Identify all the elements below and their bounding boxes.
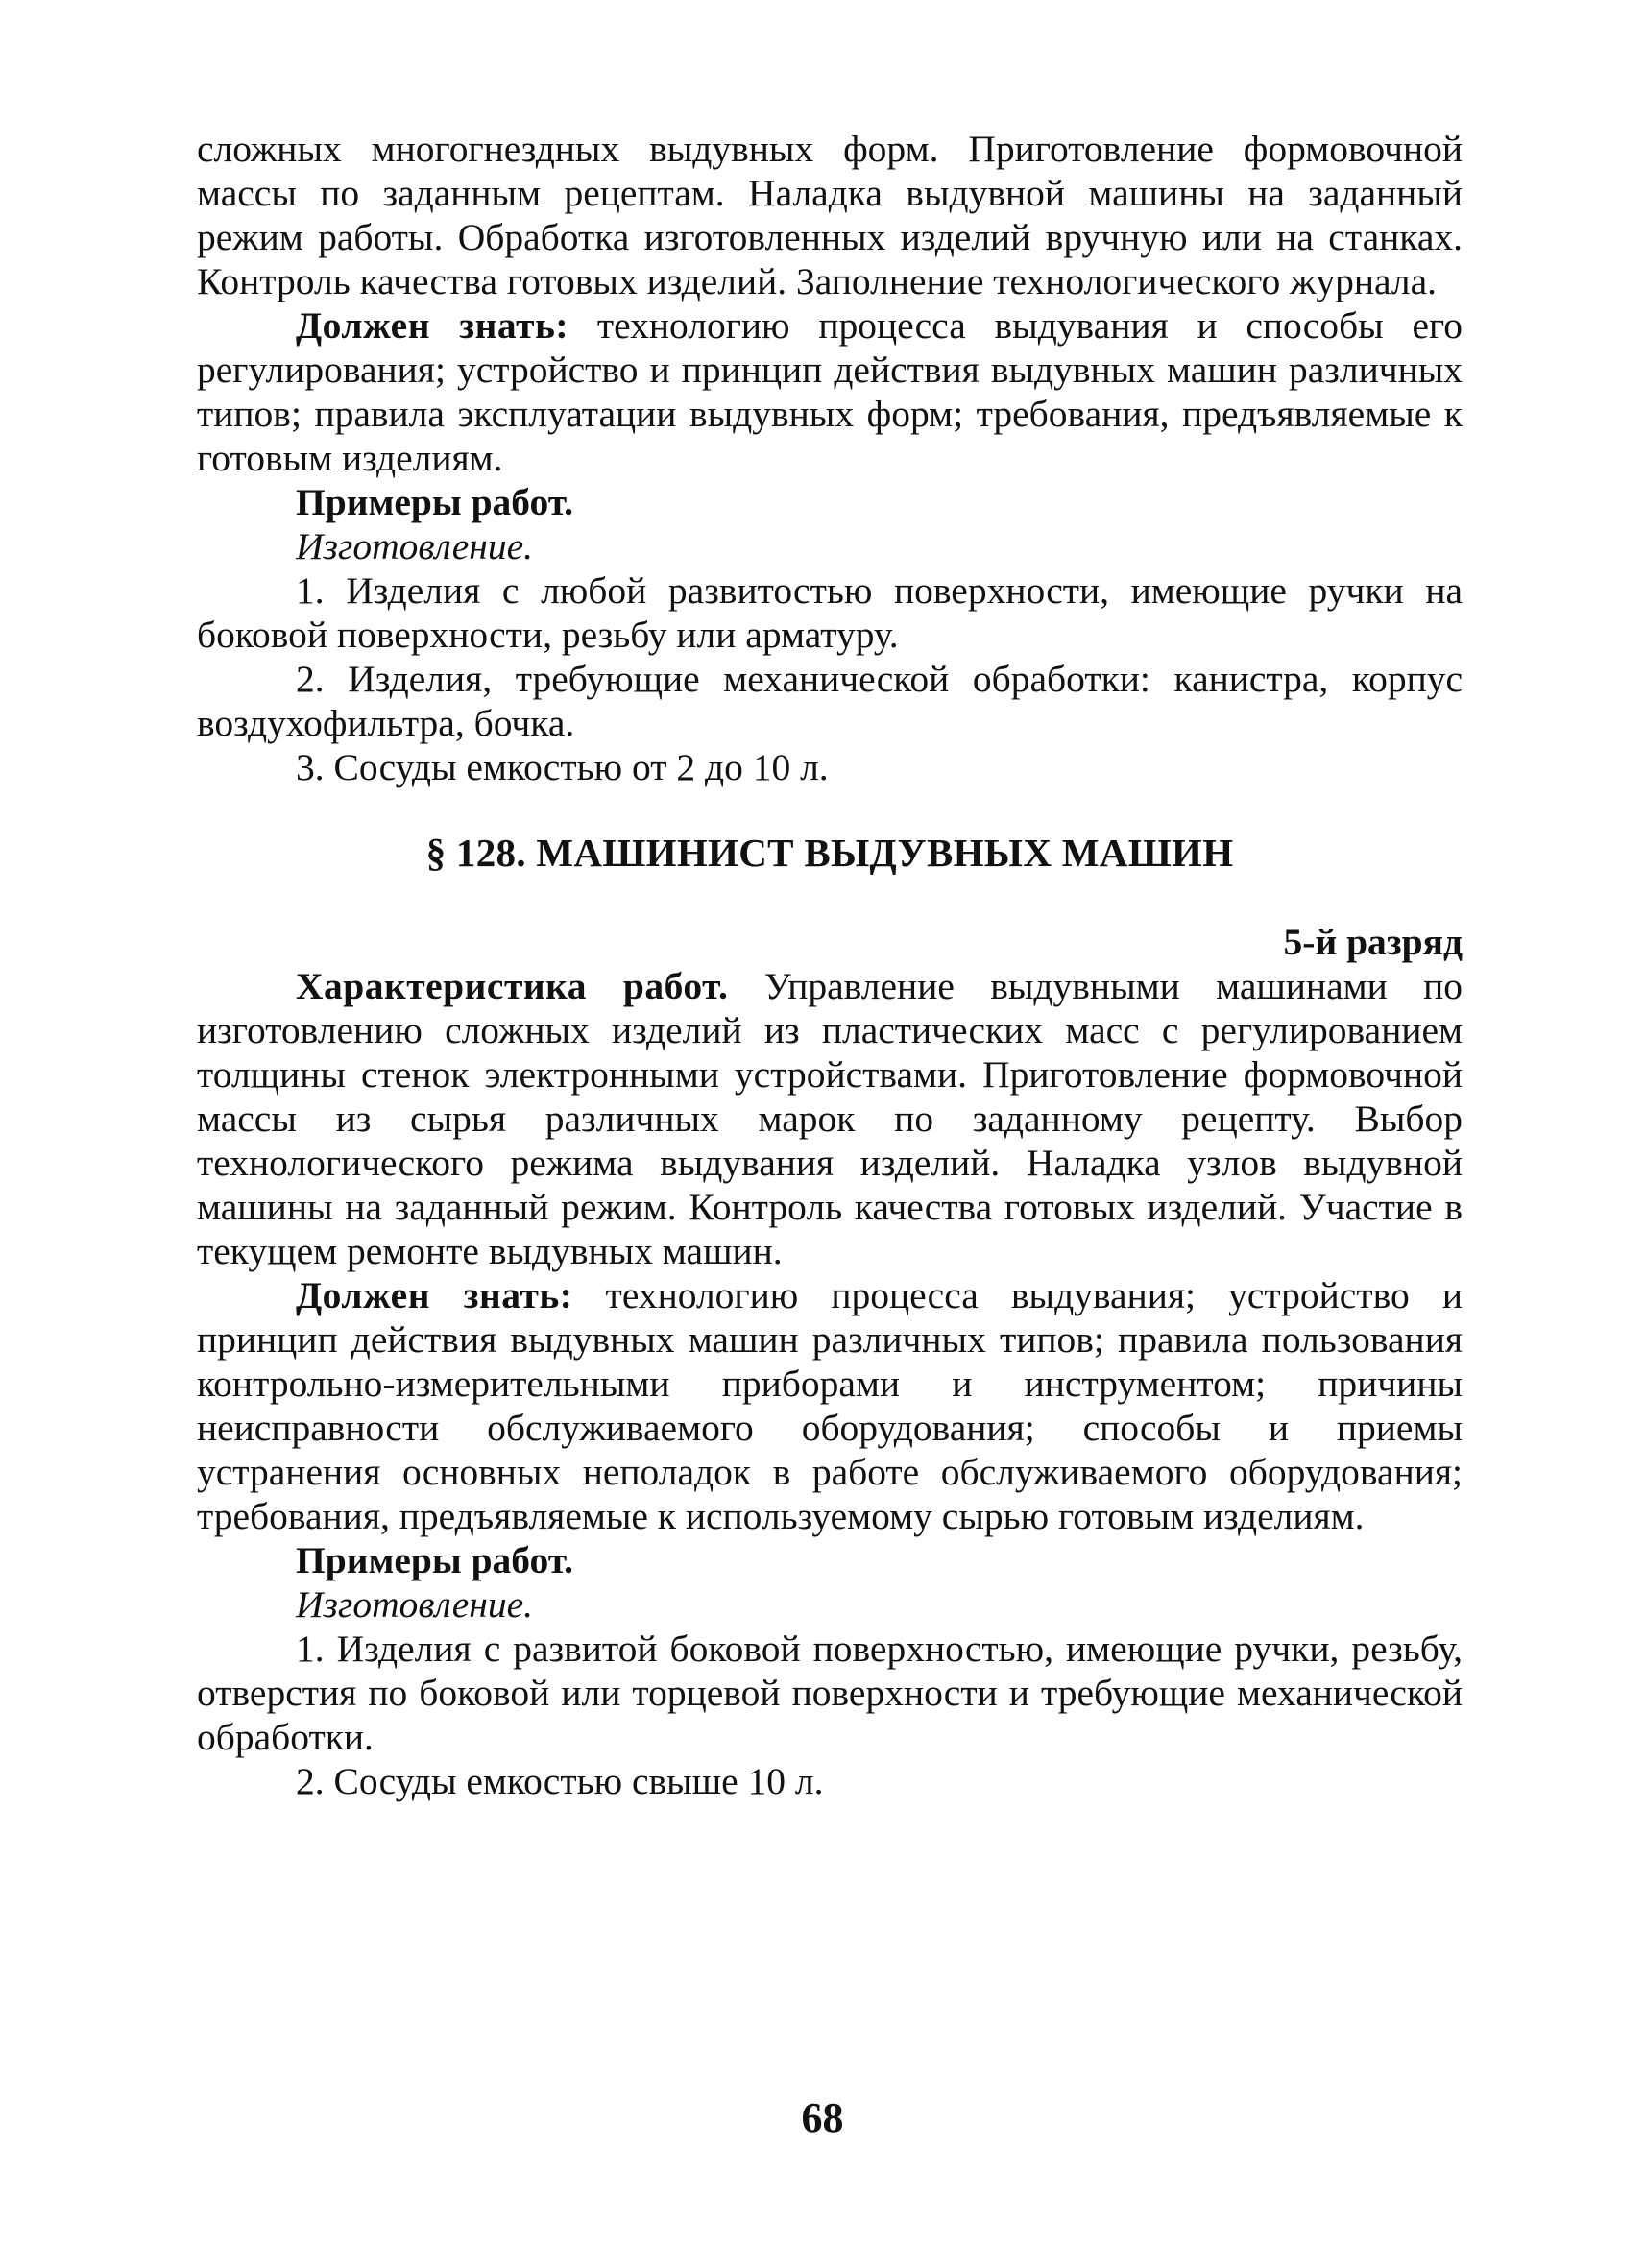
characteristic-label: Характеристика работ. — [296, 965, 729, 1007]
characteristic-text: Управление выдувными машинами по изготовлению сложных изделий из пластических масс с регулированием толщины стенок электронными устройствами. Приготовление формовочной массы из сырья различных марок по заданному рецепту. Выбор технологического режима выдувания изделий. Наладка узлов выдувной машины на заданный режим. Контроль качества готовых изделий. Участие в текущем ремонте выдувных машин. — [197, 965, 1463, 1272]
must-know-label-1: Должен знать: — [296, 304, 569, 347]
must-know-paragraph-2 — [197, 1273, 1463, 1538]
continuation-paragraph: сложных многогнездных выдувных форм. Приготовление формовочной массы по заданным рецептам. Наладка выдувной машины на заданный режим работы. Обработка изготовленных изделий вручную или на станках. Контроль качества готовых изделий. Заполнение технологического журнала. — [197, 128, 1463, 302]
must-know-text-2: технологию процесса выдувания; устройство и принцип действия выдувных машин различных типов; правила пользования контрольно-измерительными приборами и инструментом; причины неисправности обслуживаемого оборудования; способы и приемы устранения основных неполадок в работе обслуживаемого оборудования; требования, предъявляемые к используемому сырью готовым изделиям. — [197, 1274, 1463, 1537]
list-item: 3. Сосуды емкостью от 2 до 10 л. — [296, 746, 829, 788]
list-item: 1. Изделия с развитой боковой поверхностью, имеющие ручки, резьбу, отверстия по боковой или торцевой поверхности и требующие механической обработки. — [197, 1628, 1463, 1758]
must-know-paragraph-1 — [197, 303, 1463, 480]
page-content — [197, 127, 1463, 1803]
manufacturing-label-2: Изготовление. — [296, 1583, 534, 1626]
list-item: 1. Изделия с любой развитостью поверхности, имеющие ручки на боковой поверхности, резьбу или арматуру. — [197, 569, 1463, 656]
must-know-text-1: технологию процесса выдувания и способы его регулирования; устройство и принцип действия выдувных машин различных типов; правила эксплуатации выдувных форм; требования, предъявляемые к готовым изделиям. — [197, 304, 1463, 479]
manufacturing-label-1: Изготовление. — [296, 525, 534, 567]
characteristic-paragraph — [197, 964, 1463, 1273]
examples-heading-2: Примеры работ. — [296, 1539, 574, 1581]
must-know-label-2: Должен знать: — [296, 1274, 573, 1316]
page-number: 68 — [801, 2094, 844, 2141]
section-title: § 128. МАШИНИСТ ВЫДУВНЫХ МАШИН — [425, 831, 1234, 875]
list-item: 2. Изделия, требующие механической обработки: канистра, корпус воздухофильтра, бочка. — [197, 658, 1463, 744]
examples-heading-1: Примеры работ. — [296, 481, 574, 523]
list-item: 2. Сосуды емкостью свыше 10 л. — [296, 1760, 824, 1802]
grade-label: 5-й разряд — [1283, 921, 1463, 963]
